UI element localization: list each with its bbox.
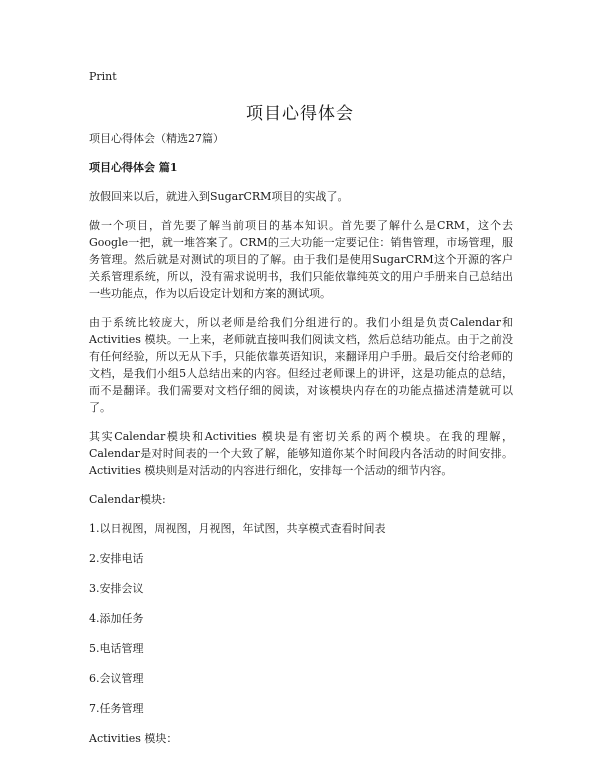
list-item: 7.任务管理 <box>89 702 144 715</box>
paragraph: 其实Calendar模块和Activities 模块是有密切关系的两个模块。在我的理解，Calendar是对时间表的一个大致了解，能够知道你某个时间段内各活动的时间安排。Activities 模块则是对活动的内容进行细化，安排每一个活动的细节内容。 <box>89 430 513 477</box>
list-item: 4.添加任务 <box>89 612 144 625</box>
print-link[interactable]: Print <box>89 70 117 83</box>
paragraph: 做一个项目，首先要了解当前项目的基本知识。首先要了解什么是CRM，这个去Google一把，就一堆答案了。CRM的三大功能一定要记住：销售管理，市场管理，服务管理。然后就是对测试的项目的了解。由于我们是使用SugarCRM这个开源的客户关系管理系统，所以，没有需求说明书，我们只能依靠纯英文的用户手册来自己总结出一些功能点，作为以后设定计划和方案的测试项。 <box>89 219 513 300</box>
section-heading: 项目心得体会 篇1 <box>89 161 178 174</box>
list-item: 6.会议管理 <box>89 672 144 685</box>
list-item: 1.以日视图，周视图，月视图，年试图，共享模式查看时间表 <box>89 522 386 535</box>
list-item: 5.电话管理 <box>89 642 144 655</box>
list-item: 3.安排会议 <box>89 582 144 595</box>
list-item: 2.安排电话 <box>89 552 144 565</box>
activities-module-heading: Activities 模块： <box>89 732 178 745</box>
document-body <box>89 130 513 760</box>
document-subtitle: 项目心得体会（精选27篇） <box>89 132 224 145</box>
paragraph: 放假回来以后，就进入到SugarCRM项目的实战了。 <box>89 190 349 203</box>
calendar-module-heading: Calendar模块: <box>89 493 166 506</box>
paragraph: 由于系统比较庞大，所以老师是给我们分组进行的。我们小组是负责Calendar和Activities 模块。一上来，老师就直接叫我们阅读文档，然后总结功能点。由于之前没有任何经验，所以无从下手，只能依靠英语知识，来翻译用户手册。最后交付给老师的文档，是我们小组5人总结出来的内容。但经过老师课上的讲评，这是功能点的总结，而不是翻译。我们需要对文档仔细的阅读，对该模块内存在的功能点描述清楚就可以了。 <box>89 316 513 414</box>
document-title: 项目心得体会 <box>246 104 354 124</box>
